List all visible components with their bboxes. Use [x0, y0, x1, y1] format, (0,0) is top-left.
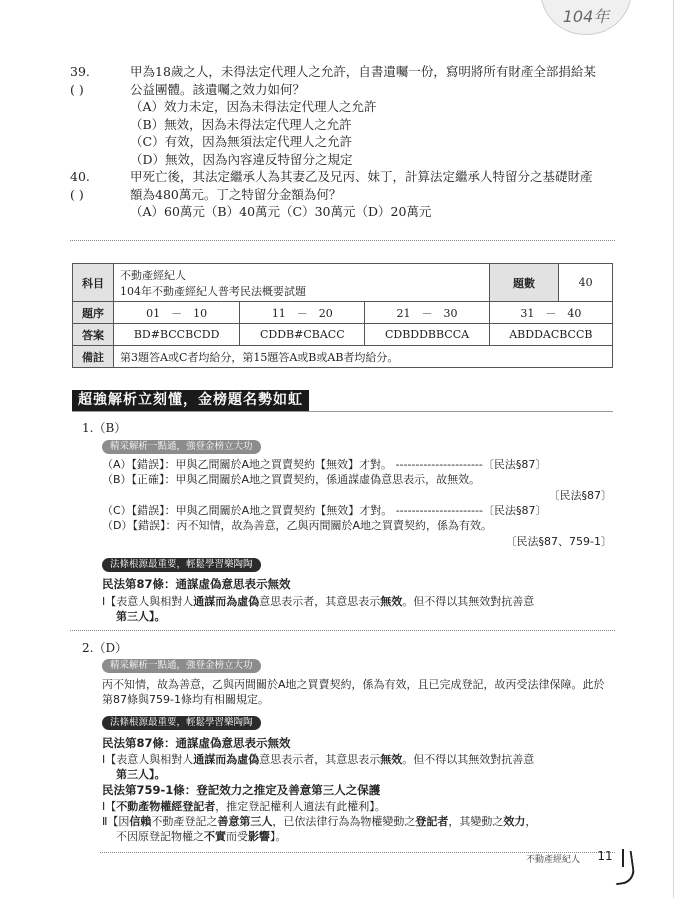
option-d: （D）無效，因為內容違反特留分之規定: [130, 151, 353, 167]
subject-cell: [114, 264, 490, 302]
law-text: Ⅰ【表意人與相對人通謀而為虛偽意思表示者，其意思表示無效。但不得以其無效對抗善意: [102, 753, 535, 766]
law-text: 第三人】。: [116, 610, 166, 623]
option-c: （C）有效，因為無須法定代理人之允許: [130, 134, 353, 149]
solution-line: （D）【錯誤】：丙不知情，故為善意，乙與丙間關於A地之買賣契約，係為有效。: [102, 519, 492, 532]
question-number: 39. ( ): [70, 64, 90, 97]
question-stem: [130, 63, 674, 168]
range-cell: 01 － 10: [114, 302, 240, 324]
stem-line: 公益團體。該遺囑之效力如何？: [130, 81, 306, 97]
subject-row: [73, 264, 613, 302]
count-value: 40: [559, 264, 613, 302]
answer-cell: CDDB#CBACC: [240, 324, 365, 346]
footer-label: 不動產經紀人: [526, 855, 581, 865]
stem-line: 甲死亡後，其法定繼承人為其妻乙及兄丙、妹丁，計算法定繼承人特留分之基礎財產: [130, 169, 593, 184]
stem-line: 額為480萬元。丁之特留分金額為何？: [130, 186, 342, 202]
range-cell: 11 － 20: [240, 302, 365, 324]
law-title: 民法第87條：通謀虛偽意思表示無效: [102, 736, 291, 750]
range-label: 題序: [73, 302, 114, 324]
answer-table: [72, 263, 613, 368]
note-label: 備註: [73, 346, 114, 368]
section-banner: 超強解析立刻懂，金榜題名勢如虹: [72, 390, 309, 411]
option-line: （A）60萬元（B）40萬元（C）30萬元（D）20萬元: [130, 204, 432, 219]
option-b: （B）無效，因為未得法定代理人之允許: [130, 116, 352, 132]
law-title: 民法第759-1條：登記效力之推定及善意第三人之保護: [102, 783, 381, 797]
note-row: [73, 346, 613, 368]
range-row: [73, 302, 613, 324]
question-stem: [130, 168, 674, 221]
year-tab: [540, 0, 632, 35]
solution-number: 2.（D）: [82, 641, 128, 655]
page-curl-ornament: [612, 851, 636, 885]
banner-rule: [72, 411, 613, 412]
law-text: 不因原登記物權之不實而受影響】。: [116, 830, 287, 843]
law-title: 民法第87條：通謀虛偽意思表示無效: [102, 577, 291, 591]
stem-line: 甲為18歲之人，未得法定代理人之允許，自書遺囑一份，寫明將所有財產全部捐給某: [130, 64, 596, 79]
count-label: 題數: [489, 264, 559, 302]
law-tag: 法條根源最重要，輕鬆學習樂陶陶: [102, 558, 261, 572]
solution-number: 1.（B）: [82, 421, 127, 435]
subject-exam: 104年不動產經紀人普考民法概要試題: [120, 284, 306, 298]
range-cell: 31 － 40: [489, 302, 612, 324]
answer-cell: ABDDACBCCB: [489, 324, 612, 346]
answer-cell: BD#BCCBCDD: [114, 324, 240, 346]
subject-name: 不動產經紀人: [120, 268, 186, 282]
divider: [70, 240, 615, 241]
year-label: 104年: [562, 7, 610, 26]
law-text: 第三人】。: [116, 768, 166, 781]
note-cell: 第3題答A或C者均給分，第15題答A或B或AB者均給分。: [114, 346, 613, 368]
analysis-tag: 精采解析一點通，強登金榜立大功: [102, 440, 261, 454]
answer-cell: CDBDDBBCCA: [365, 324, 489, 346]
law-text: Ⅰ【不動產物權經登記者，推定登記權利人適法有此權利】。: [102, 800, 386, 813]
answer-label: 答案: [73, 324, 114, 346]
law-text: Ⅱ【因信賴不動產登記之善意第三人，已依法律行為為物權變動之登記者，其變動之效力，: [102, 815, 537, 828]
question-number: 40. ( ): [70, 169, 90, 202]
solution-paragraph: 丙不知情，故為善意，乙與丙間關於A地之買賣契約，係為有效，且已完成登記，故丙受法律保障。此於第87條與759-1條均有相關規定。: [102, 678, 605, 706]
solution-line: （B）【正確】：甲與乙間關於A地之買賣契約，係通謀虛偽意思表示，故無效。: [102, 473, 481, 486]
page-number: 11: [588, 849, 624, 867]
analysis-tag: 精采解析一點通，強登金榜立大功: [102, 659, 261, 673]
answer-row: [73, 324, 613, 346]
subject-label: 科目: [73, 264, 114, 302]
solution-line: （C）【錯誤】：甲與乙間關於A地之買賣契約【無效】才對。 ----------------------〔民法§87〕: [102, 504, 547, 517]
range-cell: 21 － 30: [365, 302, 489, 324]
option-a: （A）效力未定，因為未得法定代理人之允許: [130, 99, 377, 114]
solution-citation: 〔民法§87〕: [548, 489, 612, 502]
divider: [70, 630, 615, 631]
law-tag: 法條根源最重要，輕鬆學習樂陶陶: [102, 716, 261, 730]
law-text: Ⅰ【表意人與相對人通謀而為虛偽意思表示者，其意思表示無效。但不得以其無效對抗善意: [102, 595, 535, 608]
solution-citation: 〔民法§87、759-1〕: [505, 535, 612, 548]
solution-line: （A）【錯誤】：甲與乙間關於A地之買賣契約【無效】才對。 ----------------------〔民法§87〕: [102, 458, 547, 471]
